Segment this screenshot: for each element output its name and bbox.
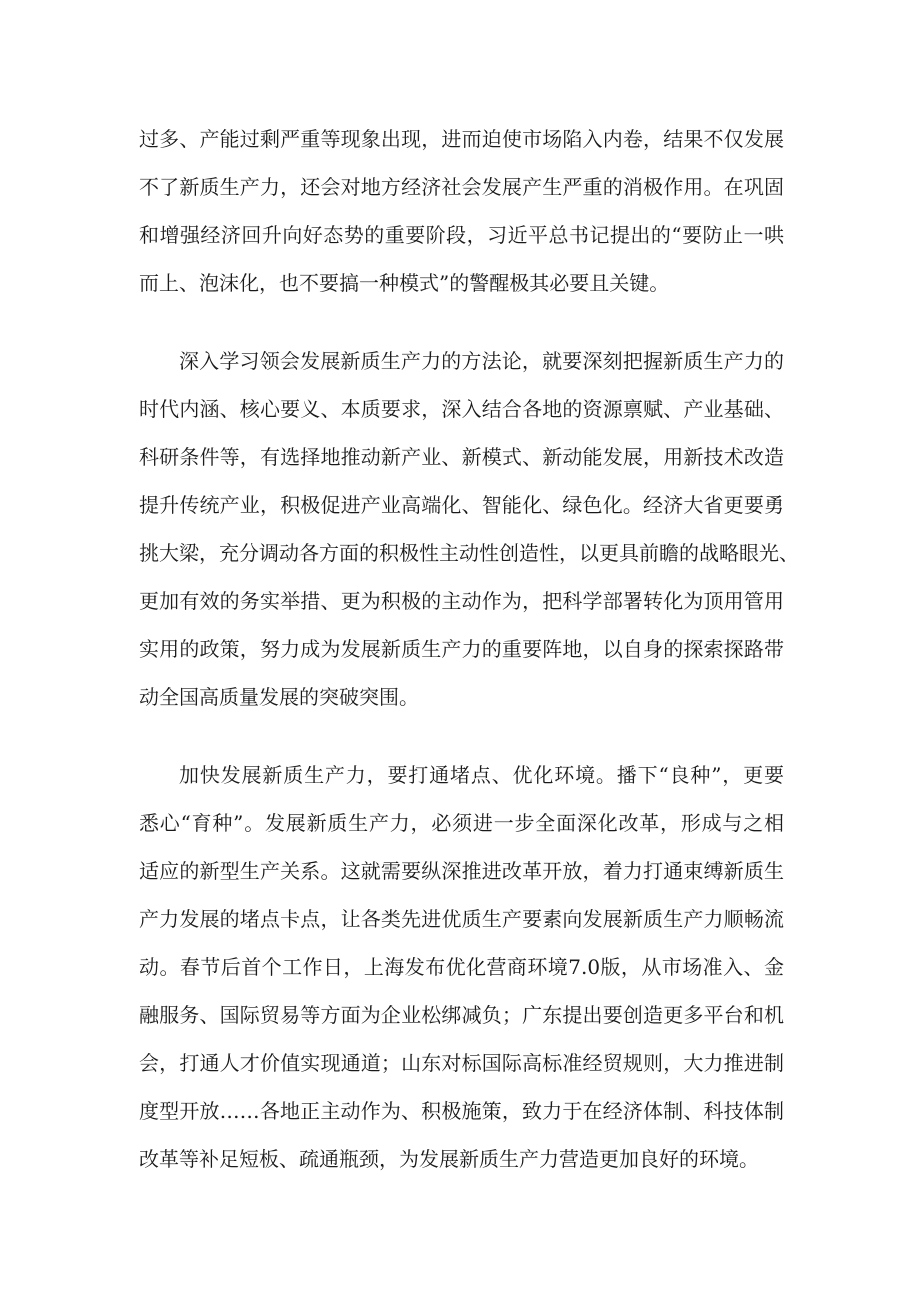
document-body: [139, 115, 799, 1213]
text-line: 时代内涵、核心要义、本质要求，深入结合各地的资源禀赋、产业基础、: [139, 397, 784, 421]
text-line: 悉心“育种”。发展新质生产力，必须进一步全面深化改革，形成与之相: [139, 811, 784, 835]
text-line: 科研条件等，有选择地推动新产业、新模式、新动能发展，用新技术改造: [139, 445, 784, 469]
text-line: 提升传统产业，积极促进产业高端化、智能化、绿色化。经济大省更要勇: [139, 493, 784, 517]
text-line: 挑大梁，充分调动各方面的积极性主动性创造性，以更具前瞻的战略眼光、: [139, 541, 799, 565]
paragraph-2: [139, 337, 799, 721]
text-line: 适应的新型生产关系。这就需要纵深推进改革开放，着力打通束缚新质生: [139, 859, 784, 883]
text-line: 加快发展新质生产力，要打通堵点、优化环境。播下“良种”，更要: [179, 763, 784, 787]
text-line: 深入学习领会发展新质生产力的方法论，就要深刻把握新质生产力的: [179, 349, 784, 373]
text-line: 产力发展的堵点卡点，让各类先进优质生产要素向发展新质生产力顺畅流: [139, 907, 784, 931]
paragraph-3: [139, 751, 784, 1183]
text-line: 实用的政策，努力成为发展新质生产力的重要阵地，以自身的探索探路带: [139, 637, 784, 661]
text-line: 融服务、国际贸易等方面为企业松绑减负；广东提出要创造更多平台和机: [139, 1003, 784, 1027]
text-line: 会，打通人才价值实现通道；山东对标国际高标准经贸规则，大力推进制: [139, 1051, 784, 1075]
text-line: 不了新质生产力，还会对地方经济社会发展产生严重的消极作用。在巩固: [139, 175, 784, 199]
paragraph-1: [139, 115, 784, 307]
text-line: 和增强经济回升向好态势的重要阶段，习近平总书记提出的“要防止一哄: [139, 223, 784, 247]
text-line: 更加有效的务实举措、更为积极的主动作为，把科学部署转化为顶用管用: [139, 589, 784, 613]
text-line: 过多、产能过剩严重等现象出现，进而迫使市场陷入内卷，结果不仅发展: [139, 127, 784, 151]
text-line: 度型开放……各地正主动作为、积极施策，致力于在经济体制、科技体制: [139, 1099, 784, 1123]
text-line: 而上、泡沫化，也不要搞一种模式”的警醒极其必要且关键。: [139, 271, 670, 295]
text-line: 动。春节后首个工作日，上海发布优化营商环境7.0版，从市场准入、金: [139, 955, 784, 979]
text-line: 改革等补足短板、疏通瓶颈，为发展新质生产力营造更加良好的环境。: [139, 1147, 759, 1171]
text-line: 动全国高质量发展的突破突围。: [139, 685, 419, 709]
